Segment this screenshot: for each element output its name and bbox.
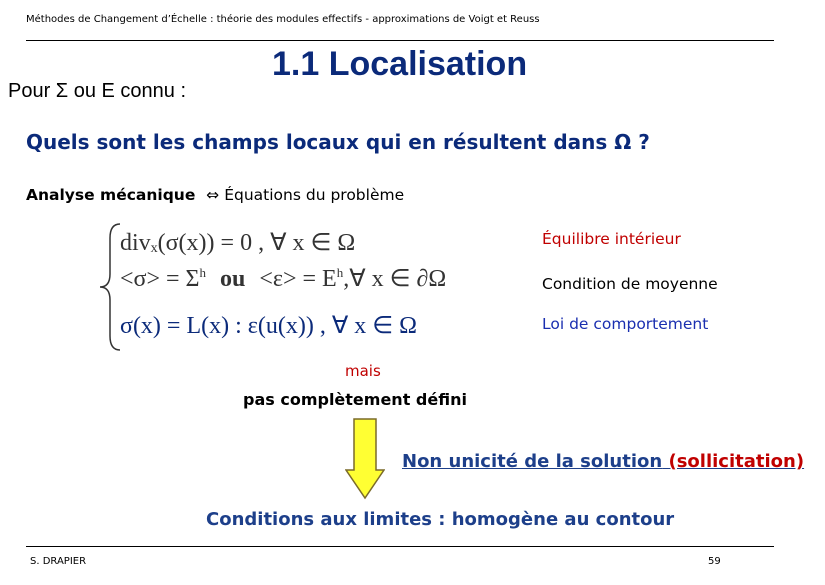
- down-arrow-icon: [345, 418, 385, 500]
- eq2-or: ou: [220, 266, 246, 292]
- label-moyenne: Condition de moyenne: [542, 275, 718, 293]
- mais-text: mais: [345, 362, 381, 380]
- eq2-sup-h2: h: [336, 265, 344, 280]
- label-comportement: Loi de comportement: [542, 315, 709, 333]
- non-unicite-label: Non unicité de la solution: [402, 451, 663, 472]
- given-condition: Pour Σ ou E connu :: [8, 80, 187, 102]
- eq2-boundary: ,∀ x ∈ ∂Ω: [343, 266, 447, 292]
- equation-mean-condition: [120, 264, 446, 293]
- equation-constitutive: σ(x) = L(x) : ε(u(x)) , ∀ x ∈ Ω: [120, 313, 417, 339]
- eq2-sup-h1: h: [199, 265, 207, 280]
- footer-divider: [26, 546, 774, 547]
- left-brace-icon: [98, 222, 122, 352]
- eq2-strain-mean: <ε> = E: [259, 266, 337, 292]
- header-divider: [26, 40, 774, 41]
- slide-title: 1.1 Localisation: [272, 45, 528, 83]
- sollicitation-text: (sollicitation): [668, 451, 805, 472]
- page-number: 59: [708, 556, 721, 567]
- eq2-stress-mean: <σ> = Σ: [120, 266, 200, 292]
- non-unicite-text: [402, 451, 804, 472]
- equation-equilibrium: divₓ(σ(x)) = 0 , ∀ x ∈ Ω: [120, 230, 356, 256]
- analyse-label: Analyse mécanique: [26, 186, 196, 204]
- header-text: Méthodes de Changement d’Échelle : théorie des modules effectifs - approximations de Voigt et Reuss: [26, 14, 540, 25]
- question-text: Quels sont les champs locaux qui en résultent dans Ω ?: [26, 130, 650, 154]
- label-equilibre: Équilibre intérieur: [542, 230, 681, 248]
- conditions-text: Conditions aux limites : homogène au contour: [206, 509, 675, 530]
- footer-author: S. DRAPIER: [30, 556, 87, 567]
- equivalence-symbol: ⇔: [206, 186, 220, 204]
- analyse-text: Équations du problème: [224, 186, 405, 204]
- incomplete-text: pas complètement défini: [243, 390, 467, 409]
- analyse-line: [26, 186, 404, 204]
